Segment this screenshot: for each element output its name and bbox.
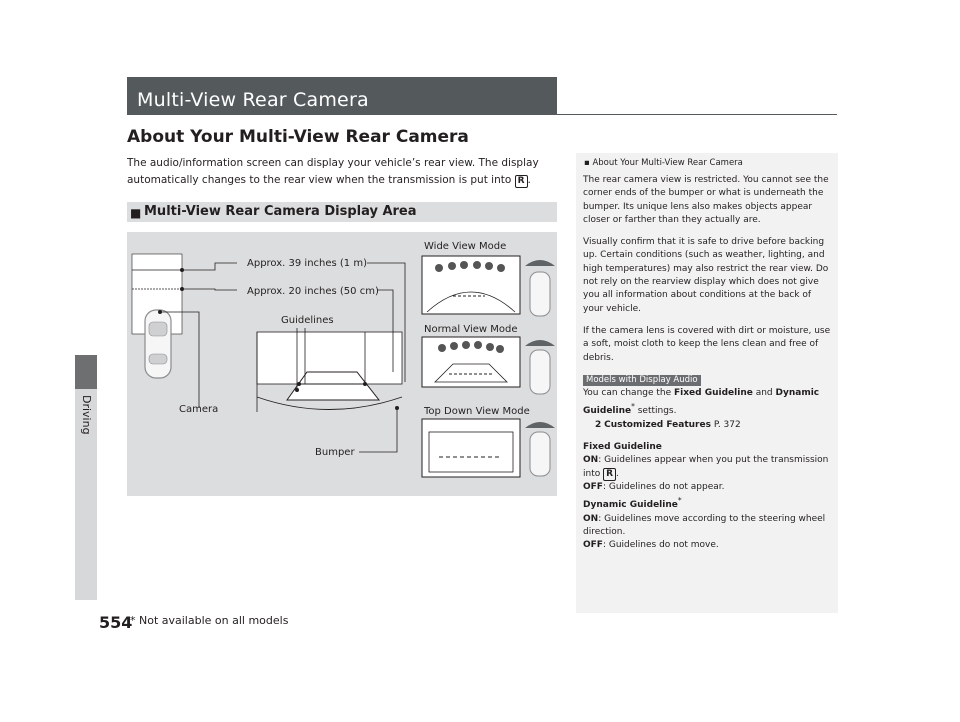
models-badge: Models with Display Audio [583, 375, 701, 386]
fixed-guideline-title: Fixed Guideline [583, 442, 662, 453]
sidebar-heading [584, 158, 743, 168]
fixed-off-text: : Guidelines do not appear. [602, 481, 725, 492]
section-tab-label: Driving [80, 395, 93, 435]
sidebar-p1: The rear camera view is restricted. You cannot see the corner ends of the bumper or what is underneath the bumper. Its unique lens also makes objects appear closer or farther than they actually are. [583, 175, 829, 225]
car-icon-wide [525, 260, 555, 316]
reverse-key-icon: R [515, 175, 528, 188]
settings-text: settings. [634, 406, 677, 417]
camera-diagram-svg [127, 232, 557, 496]
reference-arrow-icon: 2 [595, 419, 602, 430]
footnote: * Not available on all models [130, 614, 289, 627]
asterisk: * [631, 402, 635, 412]
intro-period: . [527, 174, 531, 186]
sidebar-body [583, 174, 831, 552]
reference-page: P. 372 [710, 419, 741, 430]
top-down-view-screen [422, 419, 520, 477]
asterisk-2: * [677, 496, 682, 506]
title-rule [557, 114, 837, 115]
wide-view-label: Wide View Mode [424, 241, 507, 252]
chapter-title: Multi-View Rear Camera [137, 89, 369, 111]
reverse-key-icon-2: R [603, 468, 616, 481]
off-label-1: OFF [583, 481, 603, 492]
section-tab-bar [75, 355, 97, 600]
wide-view-screen [422, 256, 520, 314]
car-top-view-icon [145, 310, 171, 378]
fixed-on-text: : Guidelines appear when you put the transmission into [583, 455, 829, 479]
fixed-guideline-bold: Fixed Guideline [674, 388, 753, 399]
and-text: and [752, 388, 776, 399]
car-icon-normal [525, 340, 555, 394]
dynamic-guideline-title: Dynamic Guideline [583, 500, 678, 511]
change-settings-text [583, 387, 831, 419]
top-down-view-label: Top Down View Mode [424, 406, 530, 417]
car-icon-top-down [525, 422, 555, 476]
bumper-label: Bumper [315, 447, 355, 458]
distance-50cm-label: Approx. 20 inches (50 cm) [247, 286, 379, 297]
guidelines-label: Guidelines [281, 315, 334, 326]
page-heading: About Your Multi-View Rear Camera [127, 127, 469, 147]
cross-reference[interactable] [583, 419, 831, 432]
note-icon: ▪ [584, 158, 590, 168]
page-number: 554 [99, 613, 133, 632]
dynamic-off-text: : Guidelines do not move. [602, 540, 719, 551]
camera-label: Camera [179, 404, 219, 415]
square-bullet-icon: ■ [130, 206, 142, 220]
off-label-2: OFF [583, 540, 603, 551]
reference-link[interactable]: Customized Features [604, 419, 711, 430]
sidebar-p3: If the camera lens is covered with dirt or moisture, use a soft, moist cloth to keep the lens clean and free of debris. [583, 325, 831, 363]
sidebar-heading-text: About Your Multi-View Rear Camera [592, 158, 743, 168]
change-text-1: You can change the [583, 388, 675, 399]
subheading-bar [127, 202, 557, 222]
on-label-2: ON [583, 513, 599, 524]
intro-line-1: The audio/information screen can display your vehicle’s rear view. The display [127, 157, 539, 169]
distance-1m-label: Approx. 39 inches (1 m) [247, 258, 367, 269]
on-label-1: ON [583, 455, 599, 466]
intro-text [127, 155, 552, 189]
normal-view-screen [422, 337, 520, 387]
normal-view-label: Normal View Mode [424, 324, 518, 335]
camera-diagram [127, 232, 557, 496]
subheading: Multi-View Rear Camera Display Area [144, 204, 417, 219]
intro-line-2: automatically changes to the rear view when the transmission is put into [127, 174, 515, 186]
dynamic-guideline-bold: Dynamic Guideline [583, 388, 820, 417]
period: . [616, 468, 619, 479]
dynamic-on-text: : Guidelines move according to the steering wheel direction. [583, 513, 826, 537]
sidebar-p2: Visually confirm that it is safe to drive before backing up. Certain conditions (such as weather, lighting, and high temperatures) may also restrict the rear view. Do not rely on the rearview display which does not give you all information about conditions at the back of your vehicle. [583, 237, 829, 314]
section-tab-marker [75, 355, 97, 389]
